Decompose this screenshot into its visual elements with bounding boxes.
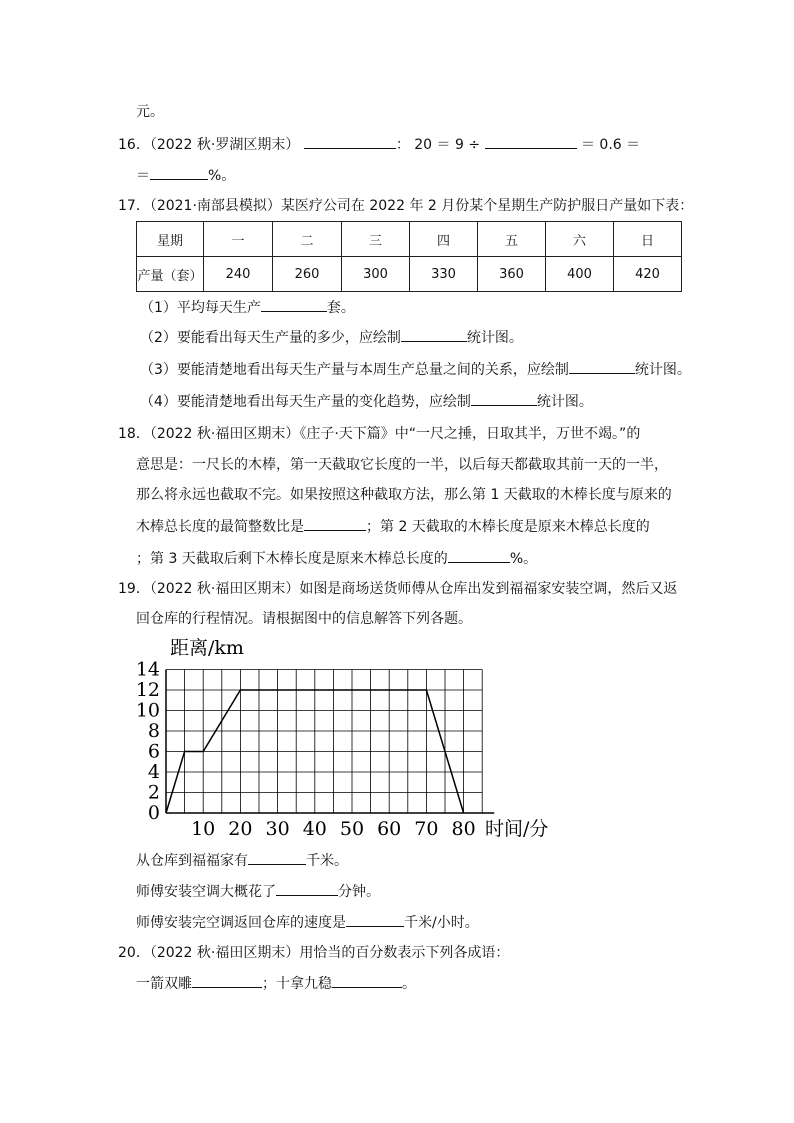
q17-sub4-text: （4）要能清楚地看出每天生产量的变化趋势，应绘制 xyxy=(140,394,471,410)
q20-separator: ； xyxy=(262,976,276,992)
q17-sub2-text: （2）要能看出每天生产量的多少，应绘制 xyxy=(140,330,401,346)
q19-ask3-end: 千米/小时。 xyxy=(404,915,479,931)
y-tick-label: 12 xyxy=(135,679,160,701)
q17-sub3-end: 统计图。 xyxy=(634,362,691,378)
q16-blank-2[interactable] xyxy=(485,134,577,149)
q19-ask-3 xyxy=(136,912,479,933)
table-cell: 260 xyxy=(273,257,342,292)
q17-sub-2 xyxy=(140,327,523,348)
q20-source: （2022 秋·福田区期末） xyxy=(149,945,300,961)
q16-blank-1[interactable] xyxy=(304,134,396,149)
q17-text: 某医疗公司在 2022 年 2 月份某个星期生产防护服日产量如下表： xyxy=(280,198,694,214)
q18-line5-text: ；第 3 天截取后剩下木棒长度是原来木棒总长度的 xyxy=(136,551,448,567)
y-tick-label: 4 xyxy=(147,761,160,783)
q19-line1: 如图是商场送货师傅从仓库出发到福福家安装空调，然后又返 xyxy=(299,581,678,597)
q17-sub-3 xyxy=(140,359,691,380)
q16-number: 16． xyxy=(118,137,150,153)
q16-blank-3[interactable] xyxy=(150,165,208,180)
q19-ask-2 xyxy=(136,881,380,902)
q17-sub-1 xyxy=(140,297,355,318)
q18-blank-2[interactable] xyxy=(448,548,510,563)
q19-blank-1[interactable] xyxy=(248,850,306,865)
q19-source: （2022 秋·福田区期末） xyxy=(149,581,300,597)
q20-end: 。 xyxy=(402,976,416,992)
x-tick-label: 30 xyxy=(265,818,290,840)
q17-source: （2021·南部县模拟） xyxy=(149,198,281,214)
distance-time-chart xyxy=(130,630,570,845)
table-header-cell: 二 xyxy=(273,222,342,257)
x-tick-label: 40 xyxy=(302,818,327,840)
y-tick-label: 8 xyxy=(147,720,160,742)
q17-sub1-text: （1）平均每天生产 xyxy=(140,300,261,316)
q17-sub-4 xyxy=(140,391,593,412)
q18-line4-text: 木棒总长度的最简整数比是 xyxy=(136,519,304,535)
q19-number: 19． xyxy=(118,581,150,597)
q18-line-3 xyxy=(136,485,672,505)
q17-blank-1[interactable] xyxy=(261,297,327,312)
production-table xyxy=(136,221,682,292)
q18-line3: 那么将永远也截取不完。如果按照这种截取方法，那么第 1 天截取的木棒长度与原来的 xyxy=(136,487,672,503)
x-tick-label: 50 xyxy=(339,818,365,840)
question-17 xyxy=(118,196,693,216)
y-tick-label: 14 xyxy=(135,658,160,681)
chart-grid xyxy=(166,670,482,814)
q19-ask1-text: 从仓库到福福家有 xyxy=(136,853,248,869)
q18-source: （2022 秋·福田区期末） xyxy=(149,426,300,442)
q19-ask2-text: 师傅安装空调大概花了 xyxy=(136,884,276,900)
top-line-text: 元。 xyxy=(136,104,164,120)
q20-line-2 xyxy=(136,973,416,994)
question-18 xyxy=(118,424,640,444)
y-axis-label: 距离/km xyxy=(170,637,244,659)
y-tick-label: 2 xyxy=(147,781,160,804)
table-row-label: 产量（套） xyxy=(137,257,204,292)
y-tick-label: 10 xyxy=(135,699,160,722)
q17-sub4-end: 统计图。 xyxy=(536,394,593,410)
q19-ask1-end: 千米。 xyxy=(306,853,348,869)
x-axis-label: 时间/分 xyxy=(485,818,549,840)
question-19 xyxy=(118,579,677,599)
q17-sub3-text: （3）要能清楚地看出每天生产量与本周生产总量之间的关系，应绘制 xyxy=(140,362,569,378)
q18-number: 18． xyxy=(118,426,150,442)
q19-ask2-end: 分钟。 xyxy=(338,884,380,900)
q20-blank-1[interactable] xyxy=(192,973,262,988)
q18-line1: 《庄子·天下篇》中“一尺之捶，日取其半，万世不竭。”的 xyxy=(299,426,641,442)
q19-blank-3[interactable] xyxy=(346,912,404,927)
table-cell: 240 xyxy=(204,257,273,292)
q18-blank-1[interactable] xyxy=(304,516,366,531)
q17-sub1-end: 套。 xyxy=(326,300,355,316)
y-tick-label: 0 xyxy=(147,802,160,824)
q16-eq3: ＝ xyxy=(136,168,150,184)
q16-source: （2022 秋·罗湖区期末） xyxy=(149,137,300,153)
question-16-line2 xyxy=(136,165,235,186)
continued-text xyxy=(136,102,164,122)
q16-eq2: ＝ 0.6 ＝ xyxy=(580,137,641,153)
table-header-cell: 三 xyxy=(342,222,410,257)
q20-idiom-2: 十拿九稳 xyxy=(276,976,332,992)
table-cell: 420 xyxy=(614,257,682,292)
q19-blank-2[interactable] xyxy=(276,881,338,896)
question-20 xyxy=(118,943,509,963)
q19-line-2 xyxy=(136,609,472,629)
q19-line2: 回仓库的行程情况。请根据图中的信息解答下列各题。 xyxy=(136,611,472,627)
q20-blank-2[interactable] xyxy=(332,973,402,988)
x-tick-label: 20 xyxy=(228,818,253,840)
q20-text: 用恰当的百分数表示下列各成语： xyxy=(299,945,510,961)
table-header-row xyxy=(137,222,682,257)
x-tick-labels xyxy=(191,818,476,840)
table-cell: 400 xyxy=(546,257,614,292)
q18-line-4 xyxy=(136,516,650,537)
q18-line2: 意思是：一尺长的木棒，第一天截取它长度的一半，以后每天都截取其前一天的一半， xyxy=(136,457,668,473)
table-cell: 360 xyxy=(478,257,546,292)
table-header-cell: 一 xyxy=(204,222,273,257)
x-tick-label: 10 xyxy=(191,818,216,840)
q17-sub2-end: 统计图。 xyxy=(466,330,523,346)
q19-ask-1 xyxy=(136,850,348,871)
q18-line-5 xyxy=(136,548,537,569)
q17-blank-3[interactable] xyxy=(569,359,635,374)
table-header-cell: 六 xyxy=(546,222,614,257)
q20-idiom-1: 一箭双雕 xyxy=(136,976,192,992)
q17-blank-4[interactable] xyxy=(471,391,537,406)
q19-ask3-text: 师傅安装完空调返回仓库的速度是 xyxy=(136,915,346,931)
q18-line5-end: %。 xyxy=(509,551,538,567)
table-header-cell: 四 xyxy=(410,222,478,257)
q16-percent: %。 xyxy=(208,168,236,184)
q18-line4-end: ；第 2 天截取的木棒长度是原来木棒总长度的 xyxy=(366,519,650,535)
x-tick-label: 60 xyxy=(377,818,402,840)
q16-eq1: 20 ＝ 9 ÷ xyxy=(414,137,481,153)
q16-colon: ： xyxy=(395,137,410,153)
y-tick-label: 6 xyxy=(147,740,160,763)
table-header-cell: 日 xyxy=(614,222,682,257)
x-tick-label: 80 xyxy=(451,818,476,840)
y-tick-labels xyxy=(136,659,160,825)
q18-line-2 xyxy=(136,455,668,475)
table-row xyxy=(137,257,682,292)
q17-blank-2[interactable] xyxy=(401,327,467,342)
q20-number: 20． xyxy=(118,945,150,961)
question-16 xyxy=(118,134,640,155)
table-header-cell: 星期 xyxy=(137,222,204,257)
x-tick-label: 70 xyxy=(414,818,439,840)
table-cell: 300 xyxy=(342,257,410,292)
table-header-cell: 五 xyxy=(478,222,546,257)
q17-number: 17． xyxy=(118,198,150,214)
table-cell: 330 xyxy=(410,257,478,292)
